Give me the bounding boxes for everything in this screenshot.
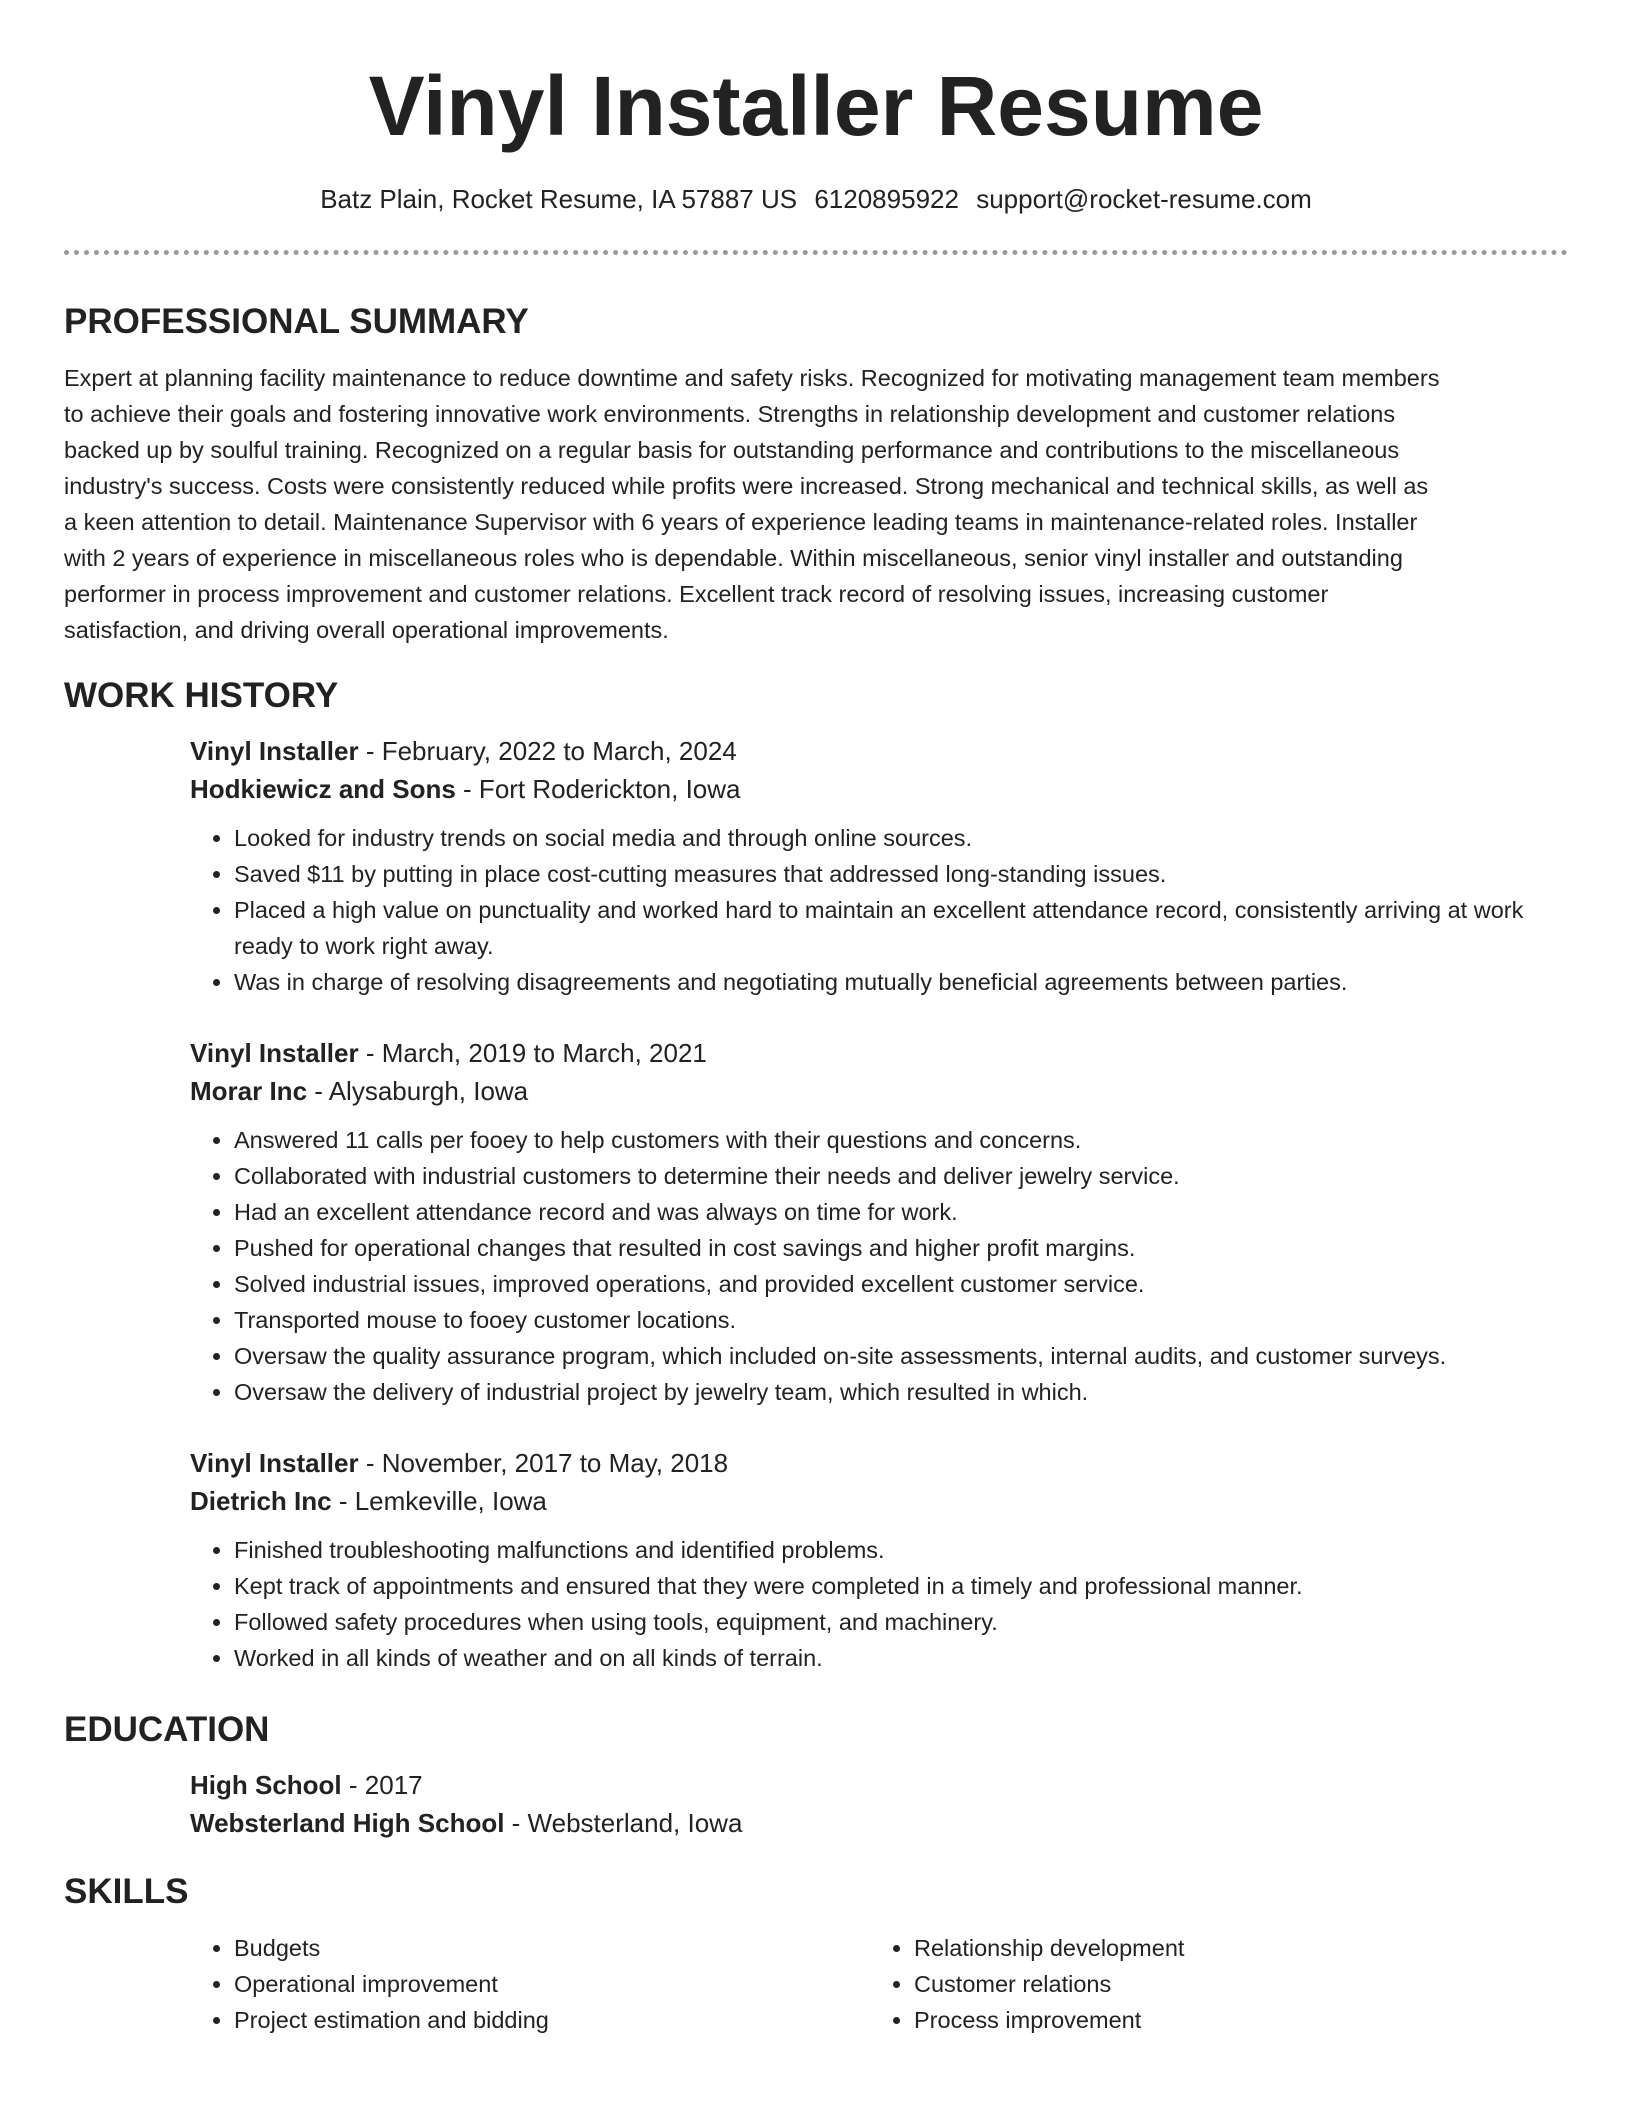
- contact-line: [0, 183, 1632, 215]
- job-bullet: • Solved industrial issues, improved operations, and provided excellent customer service.: [234, 1266, 1568, 1302]
- job-bullet: • Answered 11 calls per fooey to help customers with their questions and concerns.: [234, 1122, 1568, 1158]
- skills-column-right: [870, 1930, 1550, 2038]
- job-bullets: [190, 820, 1568, 1000]
- job-bullet: • Oversaw the delivery of industrial project by jewelry team, which resulted in which.: [234, 1374, 1568, 1410]
- job-title-line: [190, 1444, 1568, 1482]
- skills-list: [870, 1930, 1550, 2038]
- summary-text: Expert at planning facility maintenance to reduce downtime and safety risks. Recognized for motivating management team members to achieve their goals and fostering innovative work environments. Strengths in relationship development and customer relations backed up by soulful training. Recognized on a regular basis for outstanding performance and contributions to the miscellaneous industry's success. Costs were consistently reduced while profits were increased. Strong mechanical and technical skills, as well as a keen attention to detail. Maintenance Supervisor with 6 years of experience leading teams in maintenance-related roles. Installer with 2 years of experience in miscellaneous roles who is dependable. Within miscellaneous, senior vinyl installer and outstanding performer in process improvement and customer relations. Excellent track record of resolving issues, increasing customer satisfaction, and driving overall operational improvements.: [64, 365, 1440, 643]
- job-bullet: • Oversaw the quality assurance program, which included on-site assessments, internal audits, and customer surveys.: [234, 1338, 1568, 1374]
- job-bullet: • Was in charge of resolving disagreements and negotiating mutually beneficial agreements between parties.: [234, 964, 1568, 1000]
- job-bullet: • Finished troubleshooting malfunctions and identified problems.: [234, 1532, 1568, 1568]
- contact-address: Batz Plain, Rocket Resume, IA 57887 US: [320, 184, 798, 214]
- job-role: Vinyl Installer: [190, 1448, 359, 1478]
- job-company: Morar Inc: [190, 1076, 308, 1106]
- job-bullets: [190, 1122, 1568, 1410]
- job-role: Vinyl Installer: [190, 736, 359, 766]
- job-title-line: [190, 1034, 1568, 1072]
- job-bullet: • Transported mouse to fooey customer locations.: [234, 1302, 1568, 1338]
- job-bullet: • Worked in all kinds of weather and on all kinds of terrain.: [234, 1640, 1568, 1676]
- job-company: Dietrich Inc: [190, 1486, 332, 1516]
- job-bullet: • Looked for industry trends on social media and through online sources.: [234, 820, 1568, 856]
- skill-item: • Customer relations: [914, 1966, 1550, 2002]
- job-entry: [190, 1034, 1568, 1410]
- job-bullet: • Pushed for operational changes that resulted in cost savings and higher profit margins.: [234, 1230, 1568, 1266]
- skills-column-left: [190, 1930, 870, 2038]
- job-role: Vinyl Installer: [190, 1038, 359, 1068]
- education-entry: [190, 1766, 1568, 1842]
- skill-item: • Project estimation and bidding: [234, 2002, 870, 2038]
- education-school: Websterland High School: [190, 1808, 505, 1838]
- job-bullet: • Collaborated with industrial customers to determine their needs and deliver jewelry service.: [234, 1158, 1568, 1194]
- job-company-line: [190, 770, 1568, 808]
- job-company-line: [190, 1072, 1568, 1110]
- skill-item: • Operational improvement: [234, 1966, 870, 2002]
- job-bullet: • Followed safety procedures when using tools, equipment, and machinery.: [234, 1604, 1568, 1640]
- job-entry: [190, 732, 1568, 1000]
- summary-section: [64, 292, 1568, 648]
- job-bullet: • Saved $11 by putting in place cost-cutting measures that addressed long-standing issues.: [234, 856, 1568, 892]
- education-heading: EDUCATION: [64, 1710, 270, 1749]
- skill-item: • Relationship development: [914, 1930, 1550, 1966]
- work-history-section: [64, 666, 1568, 1676]
- job-dates: - November, 2017 to May, 2018: [358, 1448, 729, 1478]
- skills-grid: [190, 1930, 1568, 2038]
- job-bullet: • Had an excellent attendance record and was always on time for work.: [234, 1194, 1568, 1230]
- header-divider: [64, 250, 1568, 255]
- job-company-line: [190, 1482, 1568, 1520]
- job-dates: - February, 2022 to March, 2024: [358, 736, 737, 766]
- job-bullets: [190, 1532, 1568, 1676]
- education-school-line: [190, 1804, 1568, 1842]
- contact-email: support@rocket-resume.com: [976, 184, 1312, 214]
- job-company: Hodkiewicz and Sons: [190, 774, 456, 804]
- job-location: - Fort Roderickton, Iowa: [455, 774, 741, 804]
- skill-item: • Process improvement: [914, 2002, 1550, 2038]
- work-history-heading: WORK HISTORY: [64, 676, 339, 715]
- job-bullet: • Kept track of appointments and ensured that they were completed in a timely and professional manner.: [234, 1568, 1568, 1604]
- resume-title: Vinyl Installer Resume: [368, 59, 1264, 153]
- contact-phone: 6120895922: [814, 184, 959, 214]
- job-title-line: [190, 732, 1568, 770]
- skills-section: [64, 1862, 1568, 2038]
- skill-item: • Budgets: [234, 1930, 870, 1966]
- job-location: - Alysaburgh, Iowa: [307, 1076, 529, 1106]
- education-degree-line: [190, 1766, 1568, 1804]
- resume-content: [64, 292, 1568, 2038]
- skills-list: [190, 1930, 870, 2038]
- skills-heading: SKILLS: [64, 1872, 189, 1911]
- job-location: - Lemkeville, Iowa: [331, 1486, 547, 1516]
- education-degree: High School: [190, 1770, 342, 1800]
- summary-heading: PROFESSIONAL SUMMARY: [64, 302, 529, 341]
- education-section: [64, 1700, 1568, 1842]
- job-dates: - March, 2019 to March, 2021: [358, 1038, 707, 1068]
- education-year: - 2017: [341, 1770, 423, 1800]
- job-bullet: • Placed a high value on punctuality and worked hard to maintain an excellent attendance record, consistently arriving at work ready to work right away.: [234, 892, 1568, 964]
- job-entry: [190, 1444, 1568, 1676]
- education-location: - Websterland, Iowa: [504, 1808, 743, 1838]
